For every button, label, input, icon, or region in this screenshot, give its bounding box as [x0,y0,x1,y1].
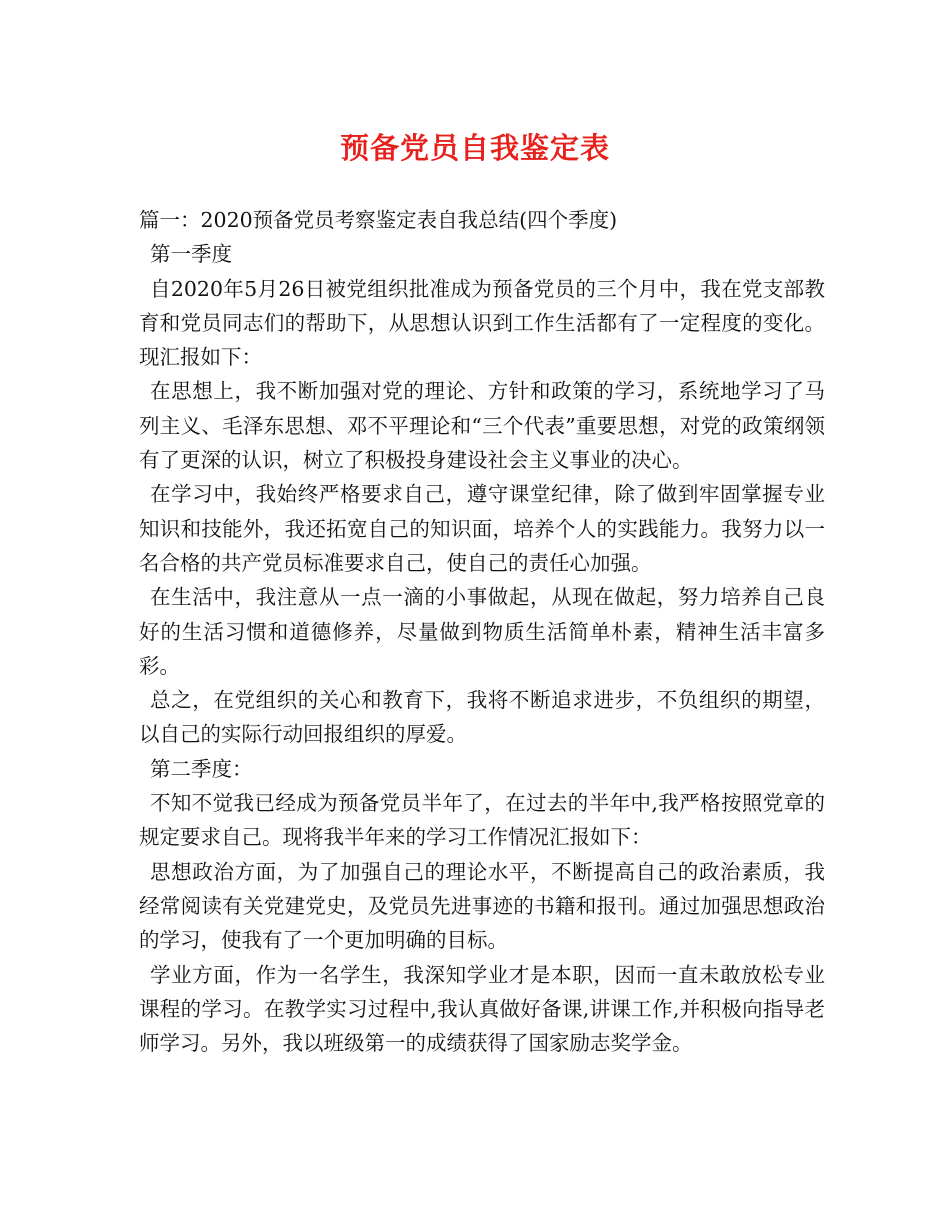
paragraph: 自2020年5月26日被党组织批准成为预备党员的三个月中，我在党支部教育和党员同志们的帮助下，从思想认识到工作生活都有了一定程度的变化。现汇报如下： [139,276,825,370]
paragraph: 学业方面，作为一名学生，我深知学业才是本职，因而一直未敢放松专业课程的学习。在教学实习过程中,我认真做好备课,讲课工作,并积极向指导老师学习。另外，我以班级第一的成绩获得了国家励志奖学金。 [139,962,825,1056]
paragraph: 不知不觉我已经成为预备党员半年了，在过去的半年中,我严格按照党章的规定要求自己。现将我半年来的学习工作情况汇报如下： [139,791,825,850]
paragraph: 总之，在党组织的关心和教育下，我将不断追求进步，不负组织的期望，以自己的实际行动回报组织的厚爱。 [139,688,825,747]
paragraph: 思想政治方面，为了加强自己的理论水平，不断提高自己的政治素质，我经常阅读有关党建党史，及党员先进事迹的书籍和报刊。通过加强思想政治的学习，使我有了一个更加明确的目标。 [139,859,825,953]
paragraph: 在思想上，我不断加强对党的理论、方针和政策的学习，系统地学习了马列主义、毛泽东思想、邓不平理论和“三个代表”重要思想，对党的政策纲领有了更深的认识，树立了积极投身建设社会主义事业的决心。 [139,379,825,473]
paragraph: 在学习中，我始终严格要求自己，遵守课堂纪律，除了做到牢固掌握专业知识和技能外，我还拓宽自己的知识面，培养个人的实践能力。我努力以一名合格的共产党员标准要求自己，使自己的责任心加强。 [139,482,825,575]
paragraph: 在生活中，我注意从一点一滴的小事做起，从现在做起，努力培养自己良好的生活习惯和道德修养，尽量做到物质生活简单朴素，精神生活丰富多彩。 [139,585,825,678]
document-title: 预备党员自我鉴定表 [339,131,610,165]
quarter-heading-1: 第一季度 [150,242,232,267]
section-heading: 篇一：2020预备党员考察鉴定表自我总结(四个季度) [139,208,618,232]
quarter-heading-2: 第二季度： [150,756,253,781]
document-body [139,203,825,1060]
